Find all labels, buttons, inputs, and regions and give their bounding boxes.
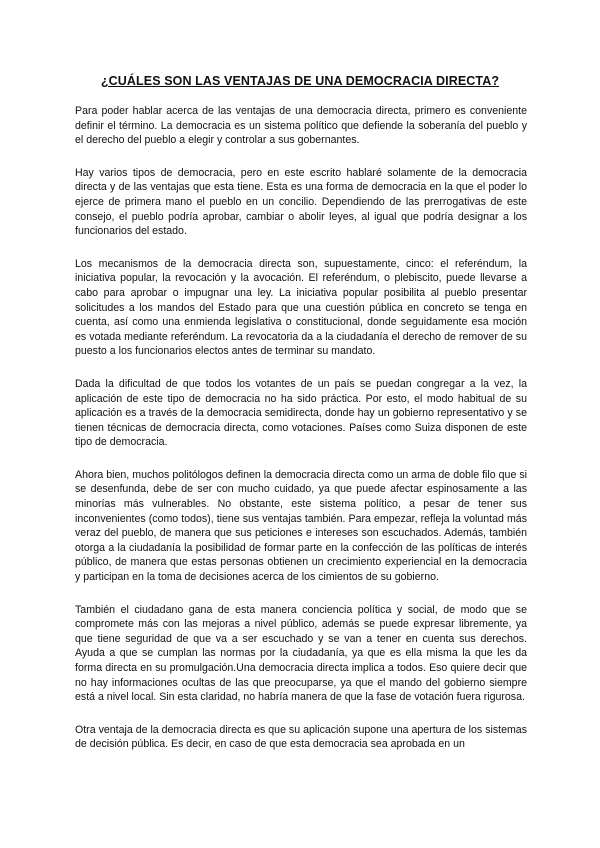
document-body: [75, 104, 527, 770]
document-title: ¿CUÁLES SON LAS VENTAJAS DE UNA DEMOCRACIA DIRECTA?: [100, 74, 500, 88]
paragraph-openness: Otra ventaja de la democracia directa es que su aplicación supone una apertura de los sistemas de decisión pública. Es decir, en caso de que esta democracia sea aprobada en un: [75, 723, 527, 751]
paragraph-definition: Para poder hablar acerca de las ventajas de una democracia directa, primero es conveniente definir el término. La democracia es un sistema político que defiende la soberanía del pueblo y el derecho del pueblo a elegir y controlar a sus gobernantes.: [75, 105, 527, 147]
paragraph-advantages: Ahora bien, muchos politólogos definen la democracia directa como un arma de doble filo que si se desenfunda, debe de ser con mucho cuidado, ya que puede afectar espinosamente a las minorías más vulnerables. No obstante, este sistema político, a pesar de tener sus inconvenientes (como todos), tiene sus ventajas también. Para empezar, refleja la voluntad más veraz del pueblo, de manera que sus peticiones e intereses son escuchados. Además, también otorga a la ciudadanía la posibilidad de formar parte en la confección de las políticas de interés público, de manera que estas personas obtienen un crecimiento experiencial en la democracia y participan en la toma de decisiones acerca de los cimientos de su gobierno.: [75, 468, 527, 584]
paragraph-types: Hay varios tipos de democracia, pero en este escrito hablaré solamente de la democracia directa y de las ventajas que esta tiene. Esta es una forma de democracia en la que el poder lo ejerce de primera mano el pueblo en un concilio. Dependiendo de las prerrogativas de este consejo, el pueblo podría aprobar, cambiar o abolir leyes, al igual que podría designar a los funcionarios del estado.: [75, 166, 527, 238]
paragraph-citizen-awareness: También el ciudadano gana de esta manera conciencia política y social, de modo que se compromete más con las mejoras a nivel público, además se puede expresar libremente, ya que tiene seguridad de que va a ser escuchado y se van a tener en cuenta sus derechos. Ayuda a que se cumplan las normas por la ciudadanía, ya que es ella misma la que les da forma directa en su promulgación.Una democracia directa implica a todos. Eso quiere decir que no hay informaciones ocultas de las que preocuparse, ya que el mando del gobierno siempre está a nivel local. Sin esta claridad, no habría manera de que la fase de votación fuera rigurosa.: [75, 603, 527, 704]
paragraph-difficulty: Dada la dificultad de que todos los votantes de un país se puedan congregar a la vez, la aplicación de este tipo de democracia no ha sido práctica. Por esto, el modo habitual de su aplicación es a través de la democracia semidirecta, donde hay un gobierno representativo y se tienen técnicas de democracia directa, como votaciones. Países como Suiza disponen de este tipo de democracia.: [75, 377, 527, 449]
paragraph-mechanisms: Los mecanismos de la democracia directa son, supuestamente, cinco: el referéndum, la iniciativa popular, la revocación y la avocación. El referéndum, o plebiscito, puede llevarse a cabo para aprobar o impugnar una ley. La iniciativa popular posibilita al pueblo presentar solicitudes a los mandos del Estado para que una cuestión pública en concreto se tenga en cuenta, así como una enmienda legislativa o constitucional, donde seguidamente esa moción es votada mediante referéndum. La revocatoria da a la ciudadanía el derecho de remover de su puesto a los funcionarios electos antes de terminar su mandato.: [75, 257, 527, 358]
